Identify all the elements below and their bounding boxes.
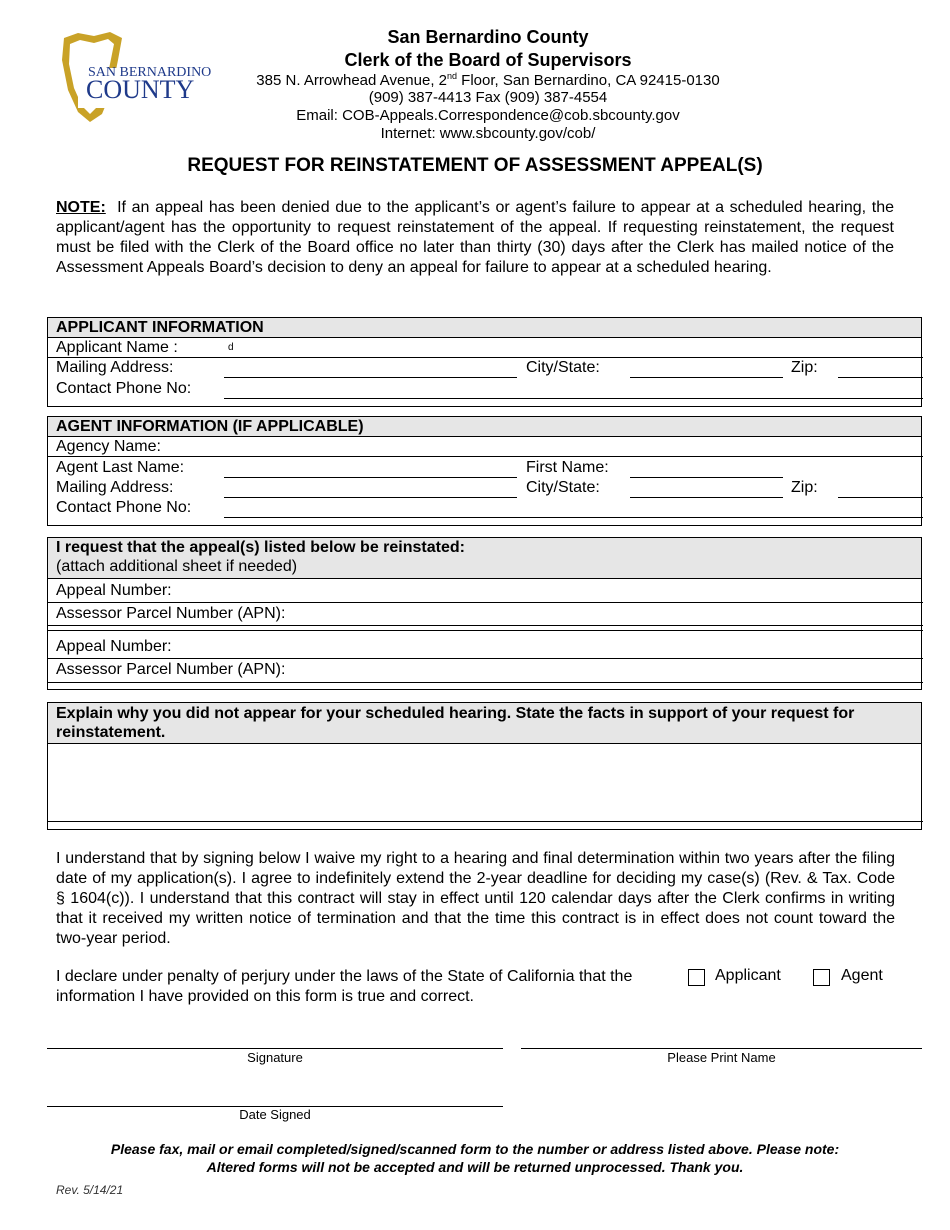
agent-last-name-label: Agent Last Name: — [56, 459, 185, 476]
county-logo — [50, 30, 212, 125]
revision-date: Rev. 5/14/21 — [56, 1183, 124, 1197]
appeal-number-2-input[interactable] — [48, 658, 923, 659]
appeals-heading: I request that the appeal(s) listed below be reinstated: — [56, 539, 465, 556]
agent-checkbox[interactable] — [813, 969, 830, 986]
applicant-city-label: City/State: — [526, 359, 600, 376]
footer-instructions — [0, 1140, 950, 1176]
appeals-subheading: (attach additional sheet if needed) — [56, 558, 298, 575]
agent-city-input[interactable] — [630, 497, 783, 498]
applicant-section — [47, 317, 922, 407]
note-paragraph — [56, 198, 894, 278]
agent-section — [47, 416, 922, 526]
agent-first-name-label: First Name: — [526, 459, 609, 476]
agent-phone-input[interactable] — [224, 517, 923, 518]
explain-heading: Explain why you did not appear for your scheduled hearing. State the facts in support of your request for reinstatement. — [48, 703, 921, 744]
applicant-phone-input[interactable] — [224, 398, 923, 399]
agent-zip-label: Zip: — [791, 479, 818, 496]
appeals-section — [47, 537, 922, 690]
logo-text-top: SAN BERNARDINO — [88, 65, 212, 80]
logo-text-main: COUNTY — [86, 75, 195, 104]
declaration-text: I declare under penalty of perjury under the laws of the State of California that the information I have provided on this form is true and correct. — [56, 968, 633, 1005]
apn-2-label: Assessor Parcel Number (APN): — [56, 661, 286, 678]
agent-first-name-input[interactable] — [630, 477, 783, 478]
apn-1-label: Assessor Parcel Number (APN): — [56, 605, 286, 622]
explain-bottom-line — [48, 821, 923, 822]
agent-phone-label: Contact Phone No: — [56, 499, 192, 516]
explain-textarea[interactable] — [48, 744, 921, 821]
applicant-mailing-input[interactable] — [224, 377, 517, 378]
office-name: Clerk of the Board of Supervisors — [344, 50, 632, 70]
applicant-name-label: Applicant Name : — [56, 339, 178, 356]
footer-line-1: Please fax, mail or email completed/signed/scanned form to the number or address listed above. Please note: — [110, 1141, 840, 1157]
applicant-phone-label: Contact Phone No: — [56, 380, 192, 397]
office-internet: Internet: www.sbcounty.gov/cob/ — [380, 125, 596, 142]
office-address: 385 N. Arrowhead Avenue, 2nd Floor, San Bernardino, CA 92415-0130 — [256, 71, 720, 89]
note-label: NOTE: — [56, 199, 106, 216]
agent-city-label: City/State: — [526, 479, 600, 496]
print-name-line[interactable] — [521, 1048, 922, 1049]
form-title: REQUEST FOR REINSTATEMENT OF ASSESSMENT APPEAL(S) — [187, 155, 763, 176]
footer-line-2: Altered forms will not be accepted and will be returned unprocessed. Thank you. — [206, 1159, 744, 1175]
agency-name-input[interactable] — [48, 456, 923, 457]
date-signed-label: Date Signed — [239, 1107, 311, 1122]
office-email: Email: COB-Appeals.Correspondence@cob.sbcounty.gov — [296, 107, 680, 124]
county-name: San Bernardino County — [387, 27, 589, 47]
appeal-number-1-label: Appeal Number: — [56, 582, 172, 599]
waiver-paragraph: I understand that by signing below I waive my right to a hearing and final determination within two years after the filing date of my application(s). I agree to indefinitely extend the 2-year deadline for deciding my case(s) (Rev. & Tax. Code § 1604(c)). I understand that this contract will stay in effect until 120 calendar days after the Clerk confirms in writing that it received my written notice of termination and that the time this contract is in effect does not count toward the two-year period. — [56, 850, 895, 947]
agent-last-name-input[interactable] — [224, 477, 517, 478]
appeal-number-2-label: Appeal Number: — [56, 638, 172, 655]
applicant-zip-input[interactable] — [838, 377, 923, 378]
applicant-checkbox[interactable] — [688, 969, 705, 986]
agent-heading: AGENT INFORMATION (IF APPLICABLE) — [48, 417, 921, 437]
agent-mailing-label: Mailing Address: — [56, 479, 174, 496]
appeal-divider — [48, 630, 923, 631]
apn-1-input[interactable] — [48, 625, 923, 626]
applicant-checkbox-label: Applicant — [715, 967, 781, 984]
agent-mailing-input[interactable] — [224, 497, 517, 498]
signature-line[interactable] — [47, 1048, 503, 1049]
office-phone-fax: (909) 387-4413 Fax (909) 387-4554 — [368, 89, 608, 106]
applicant-zip-label: Zip: — [791, 359, 818, 376]
signature-label: Signature — [247, 1050, 303, 1065]
apn-2-input[interactable] — [48, 682, 923, 683]
appeal-number-1-input[interactable] — [48, 602, 923, 603]
appeals-heading-block — [48, 538, 921, 579]
note-text: If an appeal has been denied due to the applicant’s or agent’s failure to appear at a scheduled hearing, the applicant/agent has the opportunity to request reinstatement of the appeal. If requesting reinstatement, the request must be filed with the Clerk of the Board office no later than thirty (30) days after the Clerk has mailed notice of the Assessment Appeals Board’s decision to deny an appeal for failure to appear at a scheduled hearing. — [56, 199, 895, 276]
applicant-heading: APPLICANT INFORMATION — [48, 318, 921, 338]
agency-name-label: Agency Name: — [56, 438, 161, 455]
explain-section — [47, 702, 922, 830]
applicant-mailing-label: Mailing Address: — [56, 359, 174, 376]
applicant-name-input[interactable]: d — [228, 342, 234, 353]
agent-checkbox-label: Agent — [841, 967, 883, 984]
print-name-label: Please Print Name — [667, 1050, 776, 1065]
agent-zip-input[interactable] — [838, 497, 923, 498]
applicant-city-input[interactable] — [630, 377, 783, 378]
